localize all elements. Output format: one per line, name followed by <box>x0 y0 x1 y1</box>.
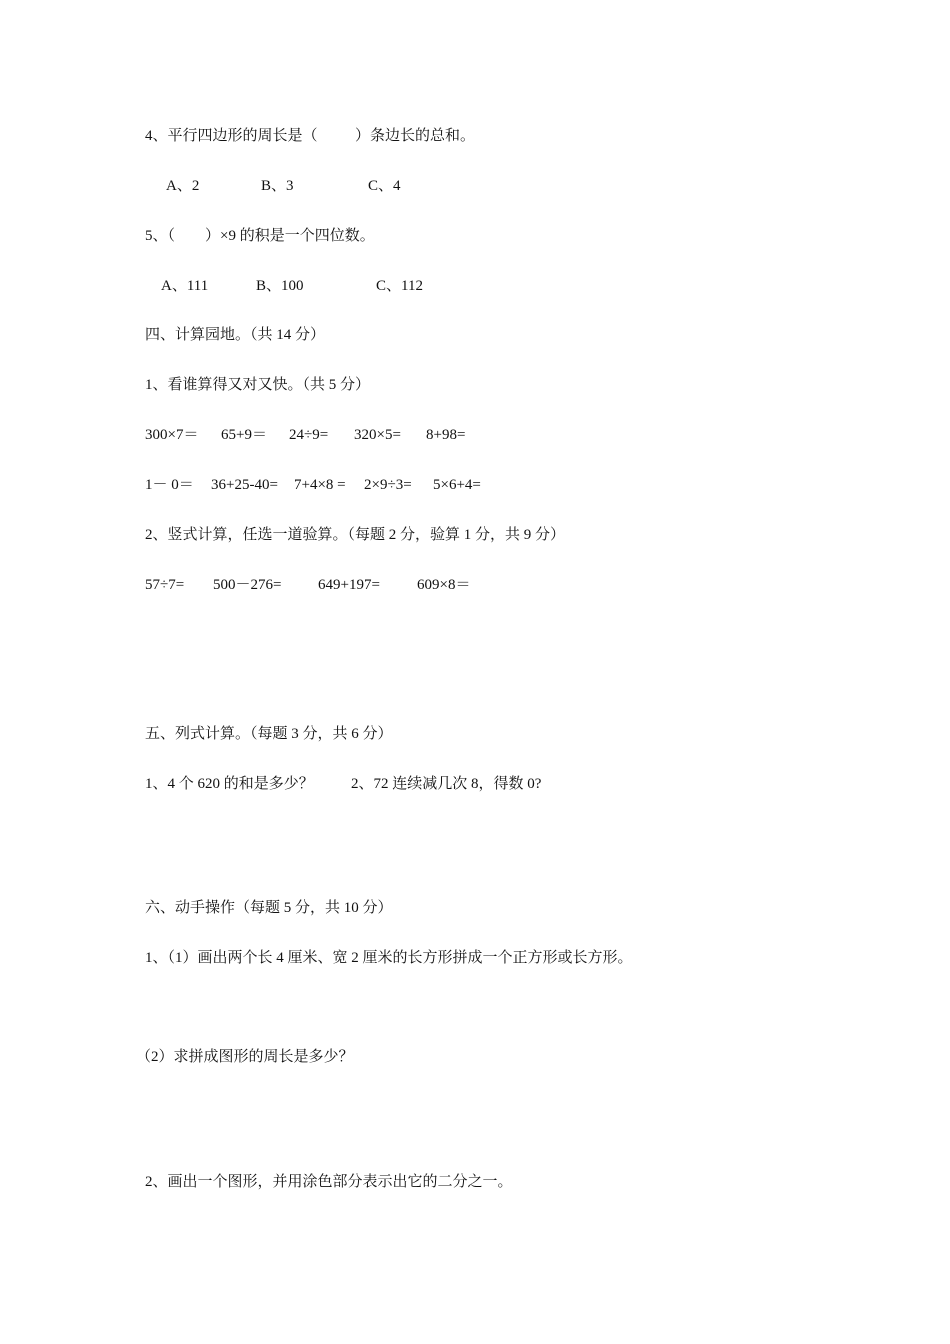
calc-item: 1－ 0＝ <box>145 477 194 493</box>
section-6-question-1: 1、（1）画出两个长 4 厘米、宽 2 厘米的长方形拼成一个正方形或长方形。 <box>145 950 633 966</box>
question-5-option-a: A、111 <box>161 278 209 294</box>
question-5-option-b: B、100 <box>256 278 304 294</box>
calc-item: 24÷9= <box>289 427 329 443</box>
calc-item: 5×6+4= <box>433 477 481 493</box>
calc-item: 8+98= <box>426 427 466 443</box>
question-4-option-a: A、2 <box>166 178 200 194</box>
section-4-part-2-title: 2、竖式计算，任选一道验算。（每题 2 分，验算 1 分，共 9 分） <box>145 527 566 543</box>
calc-item: 65+9＝ <box>221 427 267 443</box>
calc-item: 320×5= <box>354 427 401 443</box>
section-6-title: 六、动手操作（每题 5 分，共 10 分） <box>145 900 393 916</box>
section-6-question-1-part-2: （2）求拼成图形的周长是多少？ <box>136 1049 354 1065</box>
question-5-stem: 5、（ ）×9 的积是一个四位数。 <box>145 228 375 244</box>
calc-item: 7+4×8 = <box>294 477 346 493</box>
calc-item: 57÷7= <box>145 577 185 593</box>
calc-item: 609×8＝ <box>417 577 471 593</box>
section-5-title: 五、列式计算。（每题 3 分，共 6 分） <box>145 726 393 742</box>
question-5-option-c: C、112 <box>376 278 423 294</box>
calc-item: 36+25-40= <box>211 477 278 493</box>
calc-item: 2×9÷3= <box>364 477 412 493</box>
question-4-option-b: B、3 <box>261 178 294 194</box>
question-4-option-c: C、4 <box>368 178 401 194</box>
section-4-part-1-title: 1、看谁算得又对又快。（共 5 分） <box>145 377 371 393</box>
question-4-stem: 4、平行四边形的周长是（ ）条边长的总和。 <box>145 128 476 144</box>
section-6-question-2: 2、画出一个图形，并用涂色部分表示出它的二分之一。 <box>145 1174 513 1190</box>
section-4-title: 四、计算园地。（共 14 分） <box>145 327 326 343</box>
section-5-question-1: 1、4 个 620 的和是多少？ <box>145 776 314 792</box>
section-5-question-2: 2、72 连续减几次 8，得数 0? <box>351 776 542 792</box>
calc-item: 649+197= <box>318 577 380 593</box>
calc-item: 500－276= <box>213 577 282 593</box>
calc-item: 300×7＝ <box>145 427 199 443</box>
